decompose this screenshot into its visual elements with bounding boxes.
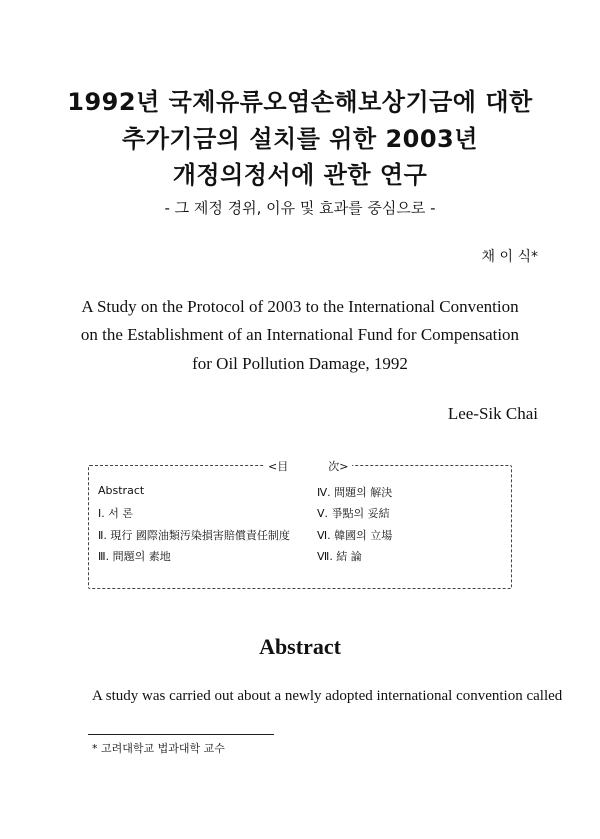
title-line-1: 1992년 국제유류오염손해보상기금에 대한 <box>67 88 533 116</box>
abstract-heading: Abstract <box>259 634 341 659</box>
title-line-2: 추가기금의 설치를 위한 2003년 <box>122 125 478 153</box>
toc-item-issue-settlement: Ⅴ. 爭點의 妥結 <box>317 507 390 520</box>
toc-item-problem-basis: Ⅲ. 問題의 素地 <box>98 550 171 563</box>
toc-item-conclusion: Ⅶ. 結 論 <box>317 550 362 563</box>
footnote: * 고려대학교 법과대학 교수 <box>92 742 225 755</box>
english-title-line-2: on the Establishment of an International Fund for Compensation <box>80 325 520 344</box>
author-korean: 채 이 식* <box>481 249 538 265</box>
toc-item-korea-position: Ⅵ. 韓國의 立場 <box>317 529 393 542</box>
toc-header-left: <目 <box>268 460 289 473</box>
toc-item-abstract: Abstract <box>98 484 145 497</box>
abstract-text: A study was carried out about a newly adopted international convention called <box>92 688 563 704</box>
toc-header-right: 次> <box>328 460 349 473</box>
toc-header <box>264 458 352 474</box>
footnote-rule <box>88 734 274 735</box>
toc-item-current-system: Ⅱ. 現行 國際油類汚染損害賠償責任制度 <box>98 529 290 542</box>
title-line-3: 개정의정서에 관한 연구 <box>172 161 428 189</box>
toc-item-problem-solution: Ⅳ. 問題의 解決 <box>317 486 393 499</box>
author-english: Lee-Sik Chai <box>447 404 538 423</box>
subtitle: - 그 제정 경위, 이유 및 효과를 중심으로 - <box>164 199 436 217</box>
toc-item-introduction: Ⅰ. 서 론 <box>98 507 133 520</box>
english-title-line-3: for Oil Pollution Damage, 1992 <box>192 354 408 373</box>
english-title-line-1: A Study on the Protocol of 2003 to the International Convention <box>81 297 519 316</box>
